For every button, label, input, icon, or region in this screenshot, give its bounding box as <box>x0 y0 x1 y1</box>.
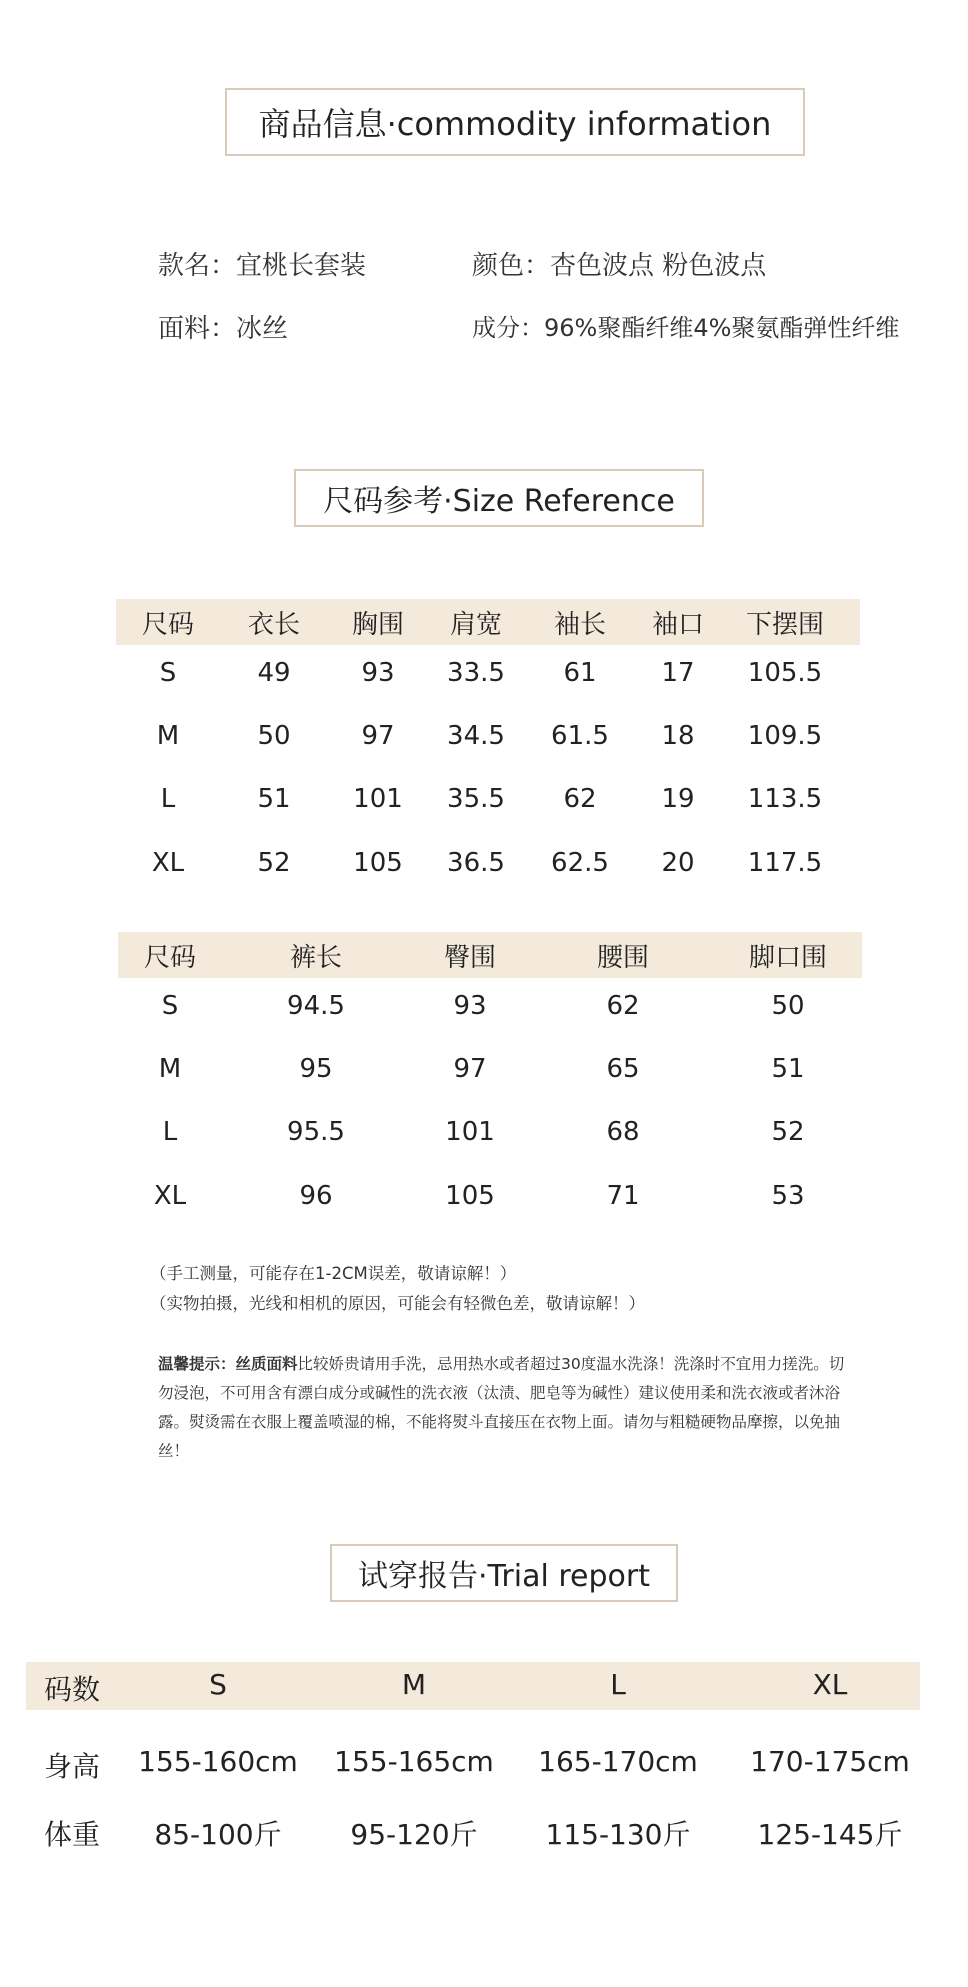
pants-table-cell: 93 <box>453 991 487 1021</box>
top-table-cell: 109.5 <box>747 721 823 751</box>
top-table-cell: 33.5 <box>447 658 505 688</box>
measure-note: （手工测量，可能存在1-2CM误差，敬请谅解！） <box>150 1264 517 1283</box>
trial-table-cell: 115-130斤 <box>545 1818 691 1851</box>
top-table-cell: 17 <box>661 658 695 688</box>
top-table-cell: 35.5 <box>447 784 505 814</box>
trial-table-header-cell: L <box>610 1668 626 1701</box>
trial-table-cell: 身高 <box>43 1750 101 1783</box>
pants-table-cell: 52 <box>771 1117 805 1147</box>
top-table-cell: 50 <box>257 721 291 751</box>
pants-table-cell: 101 <box>445 1117 495 1147</box>
top-table-cell: 101 <box>353 784 403 814</box>
top-table-cell: 49 <box>257 658 291 688</box>
pants-table-cell: 51 <box>771 1054 805 1084</box>
top-table-cell: 62 <box>563 784 597 814</box>
trial-table-cell: 95-120斤 <box>350 1818 478 1851</box>
trial-table-cell: 125-145斤 <box>757 1818 903 1851</box>
pants-table-cell: 65 <box>606 1054 640 1084</box>
pants-table-cell: 95 <box>299 1054 333 1084</box>
top-table-cell: L <box>160 784 176 814</box>
trial-table-header-cell: XL <box>812 1668 848 1701</box>
top-table-header-cell: 胸围 <box>351 610 405 640</box>
trial-table-header-cell: M <box>401 1668 427 1701</box>
commodity-title: 商品信息·commodity information <box>225 88 805 156</box>
pants-table-cell: 68 <box>606 1117 640 1147</box>
top-table-cell: 105 <box>353 848 403 878</box>
top-table-cell: 61 <box>563 658 597 688</box>
pants-table-cell: L <box>162 1117 178 1147</box>
top-table-cell: 105.5 <box>747 658 823 688</box>
trial-table-header-cell: S <box>209 1668 227 1701</box>
pants-table-cell: 95.5 <box>287 1117 345 1147</box>
top-table-header-cell: 衣长 <box>247 610 301 640</box>
top-table-cell: 61.5 <box>551 721 609 751</box>
trial-table-cell: 170-175cm <box>750 1745 910 1778</box>
pants-table-header-cell: 裤长 <box>289 943 343 973</box>
top-table-cell: 18 <box>661 721 695 751</box>
top-table-header-cell: 袖口 <box>651 610 705 640</box>
pants-table-cell: S <box>161 991 179 1021</box>
color-info: 颜色：杏色波点 粉色波点 <box>472 251 767 281</box>
pants-table-cell: 71 <box>606 1181 640 1211</box>
trial-table-cell: 165-170cm <box>538 1745 698 1778</box>
top-table-header-cell: 肩宽 <box>449 610 503 640</box>
care-label: 温馨提示： <box>158 1355 236 1373</box>
fabric-info: 面料：冰丝 <box>158 314 289 344</box>
care-instructions <box>158 1350 848 1466</box>
top-table-cell: 93 <box>361 658 395 688</box>
composition-info: 成分：96%聚酯纤维4%聚氨酯弹性纤维 <box>472 314 900 342</box>
top-table-cell: XL <box>151 848 185 878</box>
size-reference-title: 尺码参考·Size Reference <box>294 469 704 527</box>
trial-table-cell: 85-100斤 <box>154 1818 282 1851</box>
pants-table-header-cell: 尺码 <box>143 943 197 973</box>
top-table-cell: 20 <box>661 848 695 878</box>
pants-table-header-cell: 腰围 <box>596 943 650 973</box>
top-table-cell: 51 <box>257 784 291 814</box>
pants-table-cell: 62 <box>606 991 640 1021</box>
trial-table-cell: 155-160cm <box>138 1745 298 1778</box>
trial-report-title: 试穿报告·Trial report <box>330 1544 678 1602</box>
trial-table-cell: 155-165cm <box>334 1745 494 1778</box>
style-name: 款名：宜桃长套装 <box>158 251 367 281</box>
trial-table-cell: 体重 <box>43 1818 101 1851</box>
trial-table-header-band <box>26 1662 920 1710</box>
care-text: 比较娇贵请用手洗，忌用热水或者超过30度温水洗涤！洗涤时不宜用力搓洗。切勿浸泡，不可用含有漂白成分或碱性的洗衣液（汰渍、肥皂等为碱性）建议使用柔和洗衣液或者沐浴露。熨烫需在衣服上覆盖喷湿的棉，不能将熨斗直接压在衣物上面。请勿与粗糙硬物品摩擦，以免抽丝！ <box>158 1355 845 1460</box>
pants-table-header-cell: 臀围 <box>443 943 497 973</box>
pants-table-cell: 97 <box>453 1054 487 1084</box>
pants-table-cell: 53 <box>771 1181 805 1211</box>
pants-table-cell: 96 <box>299 1181 333 1211</box>
top-table-cell: 97 <box>361 721 395 751</box>
pants-table-cell: 105 <box>445 1181 495 1211</box>
pants-table-cell: 94.5 <box>287 991 345 1021</box>
pants-table-cell: M <box>158 1054 182 1084</box>
top-table-cell: 34.5 <box>447 721 505 751</box>
top-table-cell: 19 <box>661 784 695 814</box>
pants-table-cell: XL <box>153 1181 187 1211</box>
pants-table-header-cell: 脚口围 <box>748 943 828 973</box>
top-table-header-cell: 袖长 <box>553 610 607 640</box>
top-table-header-cell: 尺码 <box>141 610 195 640</box>
top-table-header-cell: 下摆围 <box>745 610 825 640</box>
care-bold: 丝质面料 <box>235 1355 298 1373</box>
top-table-cell: 52 <box>257 848 291 878</box>
top-table-cell: 36.5 <box>447 848 505 878</box>
pants-table-cell: 50 <box>771 991 805 1021</box>
top-table-cell: 117.5 <box>747 848 823 878</box>
color-note: （实物拍摄，光线和相机的原因，可能会有轻微色差，敬请谅解！） <box>150 1294 645 1313</box>
trial-table-header-cell: 码数 <box>43 1673 101 1706</box>
top-table-cell: 62.5 <box>551 848 609 878</box>
top-table-cell: S <box>159 658 177 688</box>
top-table-cell: 113.5 <box>747 784 823 814</box>
top-table-cell: M <box>156 721 180 751</box>
